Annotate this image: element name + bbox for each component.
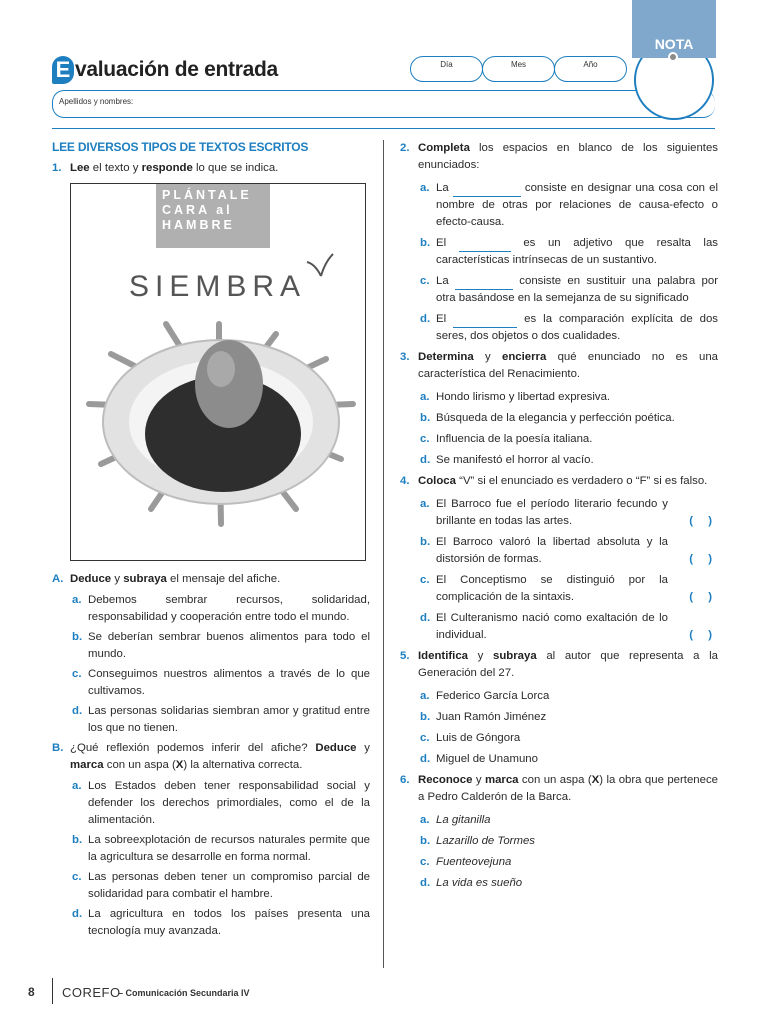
- option-text: La sobreexplotación de recursos naturales permite que la agricultura se desarrolle en forma normal.: [88, 834, 370, 863]
- year-field[interactable]: Año: [554, 56, 627, 82]
- option-item: [400, 311, 718, 345]
- option-letter: b.: [420, 237, 431, 249]
- option-item: [400, 572, 718, 606]
- question-number: 1.: [52, 162, 62, 174]
- option-text: La vida es sueño: [436, 877, 523, 889]
- title-initial-badge: E: [52, 56, 74, 84]
- option-text: Los Estados deben tener responsabilidad social y defender los derechos primordiales, como el de la alimentación.: [88, 780, 370, 826]
- blank-field[interactable]: [453, 185, 521, 197]
- option-letter: a.: [420, 391, 430, 403]
- option-pre: La: [436, 275, 449, 287]
- answer-parentheses[interactable]: ( ): [689, 591, 718, 603]
- blank-field[interactable]: [453, 316, 517, 328]
- option-text: [436, 273, 718, 307]
- option-letter: d.: [72, 705, 83, 717]
- grade-dot-icon: [668, 52, 678, 62]
- option-letter: d.: [420, 877, 431, 889]
- question-number: 5.: [400, 650, 410, 662]
- option-item[interactable]: [52, 592, 370, 626]
- option-item: [400, 273, 718, 307]
- option-text: Se manifestó el horror al vacío.: [436, 454, 594, 466]
- subquestion-text: ¿Qué reflexión podemos inferir del afiche? Deduce y marca con un aspa (X) la alternativa correcta.: [70, 742, 370, 771]
- option-item[interactable]: [400, 431, 718, 448]
- page-number: 8: [28, 985, 35, 999]
- right-column: [400, 140, 718, 896]
- option-text: Fuenteovejuna: [436, 856, 512, 868]
- subquestion-letter: A.: [52, 573, 64, 585]
- option-item[interactable]: [52, 832, 370, 866]
- option-text: El Culteranismo nació como exaltación de lo individual.: [436, 612, 668, 641]
- question-4: [400, 473, 718, 490]
- option-letter: b.: [420, 536, 431, 548]
- question-6: [400, 772, 718, 806]
- option-text: Búsqueda de la elegancia y perfección poética.: [436, 412, 675, 424]
- option-letter: b.: [420, 711, 431, 723]
- option-letter: a.: [72, 594, 82, 606]
- option-item[interactable]: [400, 875, 718, 892]
- column-divider: [383, 140, 384, 968]
- option-pre: El: [436, 237, 447, 249]
- option-text: El Barroco valoró la libertad absoluta y la distorsión de formas.: [436, 536, 668, 565]
- question-text: Coloca “V” si el enunciado es verdadero o “F” si es falso.: [418, 475, 708, 487]
- question-number: 2.: [400, 142, 410, 154]
- option-text: Las personas deben tener un compromiso parcial de solidaridad para combatir el hambre.: [88, 871, 370, 900]
- subquestion-letter: B.: [52, 742, 64, 754]
- blank-field[interactable]: [455, 278, 513, 290]
- option-item[interactable]: [400, 389, 718, 406]
- option-item[interactable]: [52, 778, 370, 829]
- name-field[interactable]: [52, 90, 715, 118]
- poster-slogan-line: PLÁNTALE: [162, 188, 252, 202]
- option-text: [436, 235, 718, 269]
- footer-brand: COREFO: [62, 985, 121, 1000]
- option-item[interactable]: [400, 812, 718, 829]
- option-letter: a.: [420, 498, 430, 510]
- answer-parentheses[interactable]: ( ): [689, 629, 718, 641]
- question-number: 6.: [400, 774, 410, 786]
- question-1: [52, 160, 370, 177]
- option-text: La agricultura en todos los países presenta una tecnología muy avanzada.: [88, 908, 370, 937]
- question-number: 3.: [400, 351, 410, 363]
- option-letter: d.: [420, 612, 431, 624]
- option-letter: c.: [420, 275, 430, 287]
- option-letter: c.: [72, 871, 82, 883]
- question-text: Identifica y subraya al autor que representa a la Generación del 27.: [418, 650, 718, 679]
- option-text: [436, 180, 718, 231]
- option-letter: a.: [420, 182, 430, 194]
- option-text: Miguel de Unamuno: [436, 753, 538, 765]
- option-item: [400, 180, 718, 231]
- name-label: Apellidos y nombres:: [59, 97, 134, 106]
- option-letter: d.: [72, 908, 83, 920]
- option-letter: d.: [420, 753, 431, 765]
- section-title: LEE DIVERSOS TIPOS DE TEXTOS ESCRITOS: [52, 140, 309, 154]
- question-5-options: [400, 688, 718, 768]
- month-field[interactable]: Mes: [482, 56, 555, 82]
- option-text: Lazarillo de Tormes: [436, 835, 535, 847]
- option-item: [400, 235, 718, 269]
- option-item[interactable]: [52, 869, 370, 903]
- left-column: [52, 140, 370, 943]
- option-item[interactable]: [400, 688, 718, 705]
- question-2: [400, 140, 718, 174]
- question-3: [400, 349, 718, 383]
- option-letter: a.: [420, 690, 430, 702]
- question-text: Lee el texto y responde lo que se indica.: [70, 162, 279, 174]
- option-text: [436, 311, 718, 345]
- option-text: El Barroco fue el período literario fecundo y brillante en todas las artes.: [436, 498, 668, 527]
- option-item[interactable]: [400, 452, 718, 469]
- day-field[interactable]: Día: [410, 56, 483, 82]
- question-text: Determina y encierra qué enunciado no es una característica del Renacimiento.: [418, 351, 718, 380]
- poster-slogan-line: CARA al: [162, 203, 233, 217]
- option-text: El Conceptismo se distinguió por la complicación de la sintaxis.: [436, 574, 668, 603]
- plate-forks-illustration: [71, 184, 366, 561]
- option-item: [400, 534, 718, 568]
- option-item: [400, 496, 718, 530]
- option-post: es la comparación explícita de dos seres, dos objetos o dos cualidades.: [436, 313, 719, 342]
- option-letter: b.: [72, 631, 83, 643]
- question-text: Completa los espacios en blanco de los siguientes enunciados:: [418, 142, 718, 171]
- option-item: [400, 610, 718, 644]
- option-item[interactable]: [52, 666, 370, 700]
- header-divider: [52, 128, 715, 129]
- option-post: es un adjetivo que resalta las características intrínsecas de un sustantivo.: [436, 237, 718, 266]
- poster-image: [70, 183, 366, 561]
- blank-field[interactable]: [459, 240, 511, 252]
- option-post: consiste en designar una cosa con el nombre de otras por relaciones de causa-efecto o efecto-causa.: [436, 182, 718, 228]
- option-item[interactable]: [400, 730, 718, 747]
- option-item[interactable]: [400, 410, 718, 427]
- option-item[interactable]: [400, 709, 718, 726]
- question-4-options: [400, 496, 718, 644]
- option-letter: d.: [420, 313, 431, 325]
- option-letter: d.: [420, 454, 431, 466]
- answer-parentheses[interactable]: ( ): [689, 515, 718, 527]
- footer-subtitle: – Comunicación Secundaria IV: [118, 988, 250, 998]
- grade-tab: NOTA: [632, 0, 716, 58]
- question-text: Reconoce y marca con un aspa (X) la obra que pertenece a Pedro Calderón de la Barca.: [418, 774, 718, 803]
- option-item[interactable]: [52, 703, 370, 737]
- question-1a: [52, 571, 370, 588]
- option-text: Conseguimos nuestros alimentos a través de lo que cultivamos.: [88, 668, 370, 697]
- date-fields: [410, 56, 626, 82]
- option-item[interactable]: [400, 751, 718, 768]
- option-text: Debemos sembrar recursos, solidaridad, responsabilidad y cooperación entre todo el mundo.: [88, 594, 370, 623]
- poster-word: SIEMBRA: [129, 270, 307, 303]
- question-3-options: [400, 389, 718, 469]
- option-letter: b.: [420, 835, 431, 847]
- option-text: Juan Ramón Jiménez: [436, 711, 547, 723]
- question-5: [400, 648, 718, 682]
- page-title: [52, 55, 278, 85]
- option-letter: b.: [72, 834, 83, 846]
- poster-slogan-line: HAMBRE: [162, 218, 235, 232]
- footer-divider: [52, 978, 53, 1004]
- answer-parentheses[interactable]: ( ): [689, 553, 718, 565]
- question-number: 4.: [400, 475, 410, 487]
- option-letter: c.: [420, 856, 430, 868]
- option-text: Hondo lirismo y libertad expresiva.: [436, 391, 611, 403]
- question-6-options: [400, 812, 718, 892]
- option-text: Federico García Lorca: [436, 690, 550, 702]
- option-item[interactable]: [52, 629, 370, 663]
- option-letter: c.: [420, 732, 430, 744]
- option-text: Las personas solidarias siembran amor y gratitud entre los que no tienen.: [88, 705, 370, 734]
- option-letter: a.: [72, 780, 82, 792]
- option-letter: c.: [420, 574, 430, 586]
- question-1b-options: [52, 778, 370, 940]
- subquestion-text: Deduce y subraya el mensaje del afiche.: [70, 573, 281, 585]
- option-pre: El: [436, 313, 447, 325]
- question-1b: [52, 740, 370, 774]
- option-item[interactable]: [52, 906, 370, 940]
- option-text: Luis de Góngora: [436, 732, 521, 744]
- option-letter: a.: [420, 814, 430, 826]
- option-text: La gitanilla: [436, 814, 491, 826]
- question-1a-options: [52, 592, 370, 737]
- option-text: Influencia de la poesía italiana.: [436, 433, 593, 445]
- option-item[interactable]: [400, 854, 718, 871]
- option-post: consiste en sustituir una palabra por otra basándose en la semejanza de su significado: [436, 275, 718, 304]
- question-2-options: [400, 180, 718, 345]
- option-pre: La: [436, 182, 449, 194]
- option-letter: b.: [420, 412, 431, 424]
- option-letter: c.: [72, 668, 82, 680]
- option-letter: c.: [420, 433, 430, 445]
- option-text: Se deberían sembrar buenos alimentos para todo el mundo.: [88, 631, 370, 660]
- option-item[interactable]: [400, 833, 718, 850]
- title-text: valuación de entrada: [75, 58, 278, 81]
